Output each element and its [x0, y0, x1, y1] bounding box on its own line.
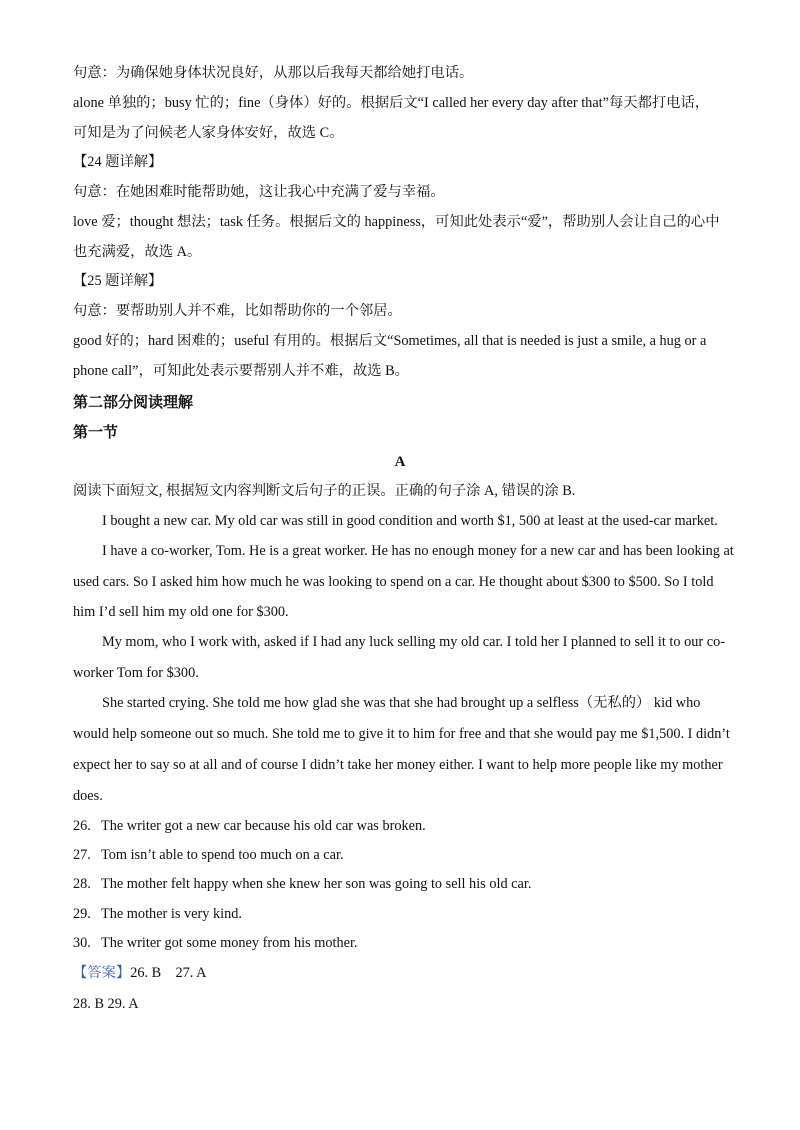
- passage-line: I bought a new car. My old car was still in good condition and worth $1, 500 at least at the used-car market.: [102, 513, 718, 529]
- subsection-title: 第一节: [73, 425, 119, 441]
- question-number: 26.: [73, 818, 91, 834]
- question-text: The writer got some money from his mother.: [101, 935, 358, 951]
- passage-line: used cars. So I asked him how much he was looking to spend on a car. He thought about $300 to $500. So I told: [73, 574, 714, 590]
- answer-values: 26. B 27. A: [130, 965, 207, 981]
- explanation-line: phone call”，可知此处表示要帮别人并不难，故选 B。: [73, 363, 409, 379]
- explanation-line: 可知是为了问候老人家身体安好，故选 C。: [73, 125, 344, 141]
- passage-line: worker Tom for $300.: [73, 665, 199, 681]
- answer-line: [73, 964, 206, 982]
- question-number: 28.: [73, 876, 91, 892]
- passage-label: A: [394, 454, 406, 470]
- answer-values-line: 28. B 29. A: [73, 996, 139, 1012]
- question-number: 29.: [73, 906, 91, 922]
- passage-line: him I’d sell him my old one for $300.: [73, 604, 289, 620]
- question-text: Tom isn’t able to spend too much on a car.: [101, 847, 344, 863]
- passage-line: would help someone out so much. She told me to give it to him for free and that she would pay me $1,500. I didn’t: [73, 726, 730, 742]
- explanation-line: 句意：要帮助别人并不难，比如帮助你的一个邻居。: [73, 303, 402, 319]
- explanation-line: 句意：在她困难时能帮助她，这让我心中充满了爱与幸福。: [73, 184, 445, 200]
- explanation-line: 也充满爱，故选 A。: [73, 244, 202, 260]
- question-item: [73, 875, 531, 893]
- section-title: 第二部分阅读理解: [73, 395, 194, 411]
- passage-line: She started crying. She told me how glad she was that she had brought up a selfless（无私的） kid who: [102, 695, 701, 711]
- question-item: [73, 846, 344, 864]
- question-item: [73, 817, 426, 835]
- passage-line: expect her to say so at all and of course I didn’t take her money either. I want to help more people like my mother: [73, 757, 723, 773]
- question-item: [73, 934, 358, 952]
- explanation-line: alone 单独的；busy 忙的；fine（身体）好的。根据后文“I called her every day after that”每天都打电话，: [73, 95, 710, 111]
- passage-line: My mom, who I work with, asked if I had any luck selling my old car. I told her I planned to sell it to our co-: [102, 634, 725, 650]
- instructions: 阅读下面短文, 根据短文内容判断文后句子的正误。正确的句子涂 A, 错误的涂 B.: [73, 483, 576, 499]
- answer-tag: 【答案】: [73, 965, 131, 981]
- passage-line: does.: [73, 788, 103, 804]
- question-number: 27.: [73, 847, 91, 863]
- question-text: The mother is very kind.: [101, 906, 242, 922]
- explanation-line: love 爱；thought 想法；task 任务。根据后文的 happiness，可知此处表示“爱”，帮助别人会让自己的心中: [73, 214, 720, 230]
- question-detail-heading: 【24 题详解】: [73, 154, 163, 170]
- explanation-line: good 好的；hard 困难的；useful 有用的。根据后文“Sometimes, all that is needed is just a smile, a hug or a: [73, 333, 707, 349]
- explanation-line: 句意：为确保她身体状况良好，从那以后我每天都给她打电话。: [73, 65, 474, 81]
- question-detail-heading: 【25 题详解】: [73, 273, 163, 289]
- question-text: The writer got a new car because his old car was broken.: [101, 818, 426, 834]
- question-text: The mother felt happy when she knew her son was going to sell his old car.: [101, 876, 532, 892]
- question-item: [73, 905, 242, 923]
- question-number: 30.: [73, 935, 91, 951]
- passage-line: I have a co-worker, Tom. He is a great worker. He has no enough money for a new car and has been looking at: [102, 543, 734, 559]
